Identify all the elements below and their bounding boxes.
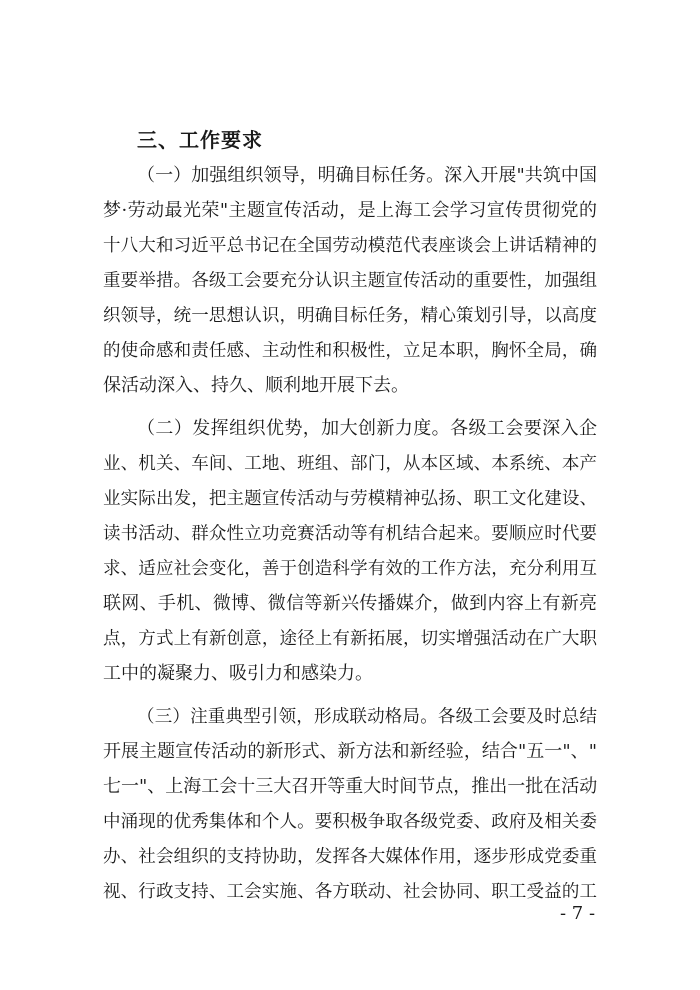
paragraph-2-line-1: （二）发挥组织优势，加大创新力度。各级工会要深入企	[137, 418, 597, 439]
paragraph-2-line-3: 业实际出发，把主题宣传活动与劳模精神弘扬、职工文化建设、	[103, 489, 597, 509]
paragraph-1-line-2: 梦·劳动最光荣"主题宣传活动，是上海工会学习宣传贯彻党的	[103, 200, 597, 221]
page-number: - 7 -	[560, 903, 596, 924]
paragraph-1-line-1: （一）加强组织领导，明确目标任务。深入开展"共筑中国	[137, 165, 597, 186]
paragraph-3-line-1: （三）注重典型引领，形成联动格局。各级工会要及时总结	[137, 707, 597, 727]
paragraph-3-line-5: 办、社会组织的支持协助，发挥各大媒体作用，逐步形成党委重	[103, 847, 597, 867]
paragraph-3-line-4: 中涌现的优秀集体和个人。要积极争取各级党委、政府及相关委	[103, 812, 597, 832]
paragraph-2-line-4: 读书活动、群众性立功竞赛活动等有机结合起来。要顺应时代要	[103, 524, 597, 544]
paragraph-1-line-7: 保活动深入、持久、顺利地开展下去。	[103, 375, 409, 396]
paragraph-1-line-6: 的使命感和责任感、主动性和积极性，立足本职，胸怀全局，确	[103, 341, 597, 361]
paragraph-2-line-6: 联网、手机、微博、微信等新兴传播媒介，做到内容上有新亮	[103, 593, 597, 614]
paragraph-1-line-5: 织领导，统一思想认识，明确目标任务，精心策划引导，以高度	[103, 306, 597, 326]
paragraph-3-line-2: 开展主题宣传活动的新形式、新方法和新经验，结合"五一"、"	[103, 741, 597, 762]
paragraph-1-line-3: 十八大和习近平总书记在全国劳动模范代表座谈会上讲话精神的	[103, 236, 597, 256]
paragraph-1-line-4: 重要举措。各级工会要充分认识主题宣传活动的重要性，加强组	[103, 271, 597, 291]
paragraph-3-line-6: 视、行政支持、工会实施、各方联动、社会协同、职工受益的工	[103, 882, 597, 902]
paragraph-2-line-7: 点，方式上有新创意，途径上有新拓展，切实增强活动在广大职	[103, 629, 597, 649]
paragraph-2-line-5: 求、适应社会变化，善于创造科学有效的工作方法，充分利用互	[103, 559, 597, 579]
paragraph-2-line-8: 工中的凝聚力、吸引力和感染力。	[103, 663, 373, 684]
section-heading: 三、工作要求	[137, 128, 263, 152]
paragraph-3-line-3: 七一"、上海工会十三大召开等重大时间节点，推出一批在活动	[103, 776, 597, 797]
paragraph-2-line-2: 业、机关、车间、工地、班组、部门，从本区域、本系统、本产	[103, 454, 597, 474]
